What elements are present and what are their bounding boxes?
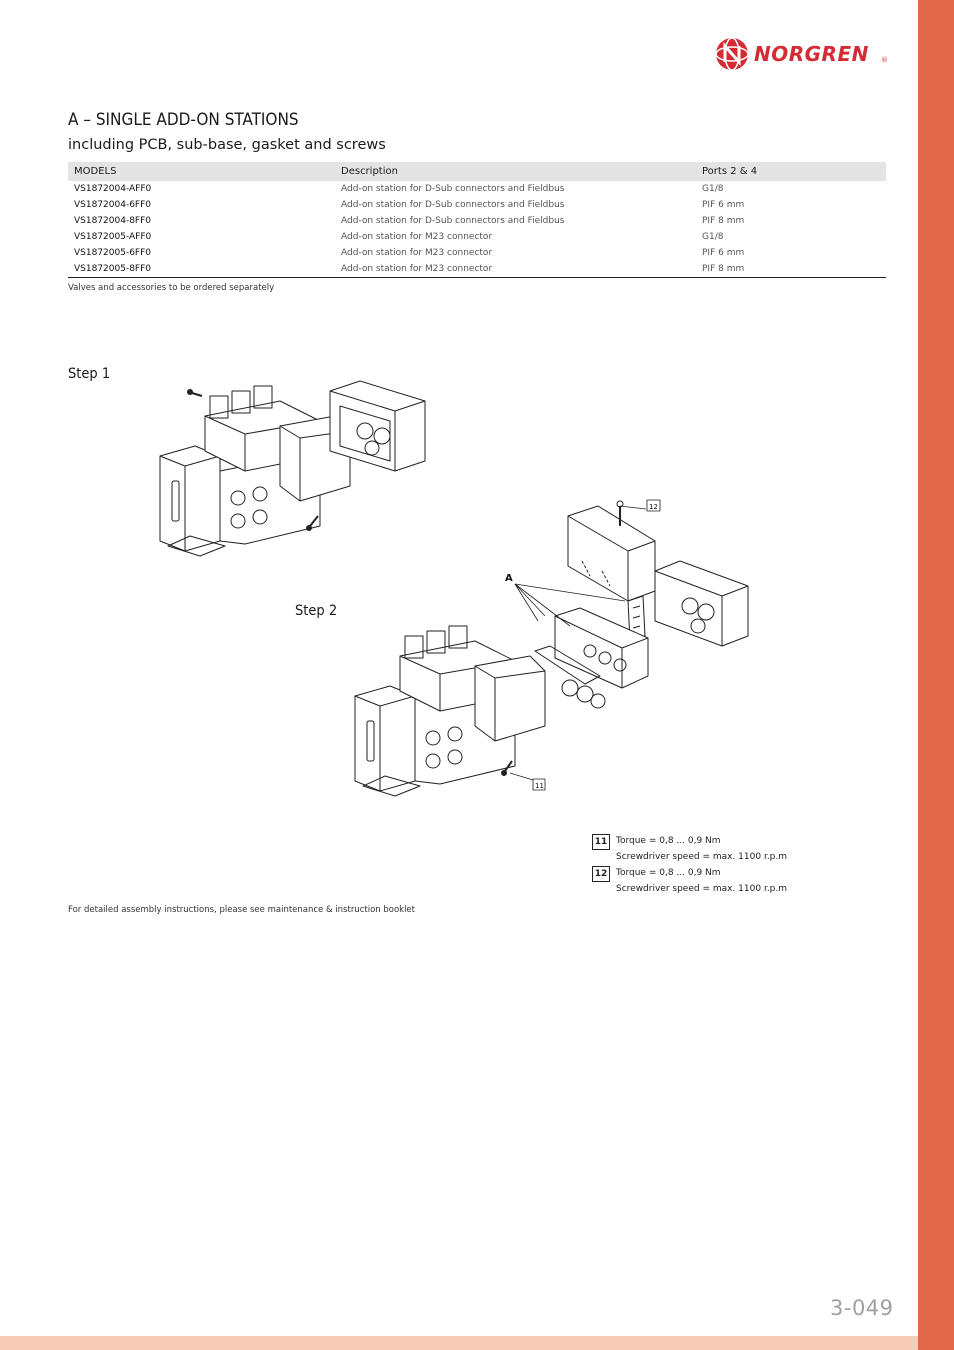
legend-torque: Torque = 0,8 ... 0,9 Nm (616, 836, 721, 846)
registered-mark: ® (881, 56, 888, 64)
diagram-callout-12: 12 (649, 503, 658, 511)
end-plate-step2 (655, 561, 748, 646)
ports-cell: PIF 6 mm (702, 200, 745, 210)
step-2-label: Step 2 (295, 603, 338, 619)
assembly-diagram (150, 376, 760, 806)
legend-box-11: 11 (592, 834, 610, 850)
callout-12 (647, 500, 660, 511)
ports-cell: PIF 6 mm (702, 248, 745, 258)
ports-cell: G1/8 (702, 232, 724, 242)
assembly-instructions-note: For detailed assembly instructions, please see maintenance & instruction booklet (68, 905, 415, 915)
header-ports: Ports 2 & 4 (696, 162, 886, 181)
table-row (68, 245, 886, 261)
description-cell: Add-on station for D-Sub connectors and Fieldbus (341, 184, 565, 194)
model-cell: VS1872005-AFF0 (74, 232, 152, 242)
legend-torque: Torque = 0,8 ... 0,9 Nm (616, 868, 721, 878)
globe-logo-icon (714, 36, 750, 72)
ports-cell: G1/8 (702, 184, 724, 194)
model-cell: VS1872005-8FF0 (68, 261, 335, 278)
diagram-label-a: A (505, 573, 513, 584)
manifold-step1 (160, 386, 350, 556)
page-title: A – SINGLE ADD-ON STATIONS (68, 110, 299, 130)
valve-step2 (568, 501, 655, 601)
page-number: 3-049 (830, 1296, 894, 1320)
manifold-step2 (355, 626, 545, 796)
legend-speed: Screwdriver speed = max. 1100 r.p.m (616, 852, 788, 862)
label-a (505, 573, 513, 584)
description-cell: Add-on station for D-Sub connectors and Fieldbus (341, 200, 565, 210)
model-cell: VS1872004-8FF0 (74, 216, 152, 226)
step-1-label: Step 1 (68, 366, 111, 382)
side-color-bar (918, 0, 954, 1350)
order-note: Valves and accessories to be ordered separately (68, 283, 275, 293)
legend-text (616, 833, 787, 865)
table-row (68, 181, 886, 197)
brand-name: NORGREN (754, 42, 869, 66)
table-row (68, 197, 886, 213)
model-cell: VS1872004-6FF0 (74, 200, 152, 210)
table-row (68, 229, 886, 245)
bottom-color-bar (0, 1336, 918, 1350)
header-description: Description (335, 162, 696, 181)
header-models: MODELS (68, 162, 335, 181)
legend-text (616, 865, 787, 897)
callout-11 (533, 779, 545, 790)
diagram-callout-11: 11 (535, 782, 544, 790)
model-cell: VS1872005-6FF0 (74, 248, 152, 258)
page-subtitle: including PCB, sub-base, gasket and screws (68, 137, 386, 153)
ports-cell: PIF 8 mm (702, 216, 745, 226)
ports-cell: PIF 8 mm (696, 261, 886, 278)
legend-speed: Screwdriver speed = max. 1100 r.p.m (616, 884, 788, 894)
table-row (68, 261, 886, 278)
description-cell: Add-on station for M23 connector (341, 232, 493, 242)
model-cell: VS1872004-AFF0 (74, 184, 152, 194)
table-header-row (68, 162, 886, 181)
description-cell: Add-on station for M23 connector (341, 248, 493, 258)
description-cell: Add-on station for D-Sub connectors and Fieldbus (341, 216, 565, 226)
legend-box-12: 12 (592, 866, 610, 882)
norgren-logo (714, 36, 890, 72)
table-row (68, 213, 886, 229)
models-table (68, 162, 886, 278)
description-cell: Add-on station for M23 connector (335, 261, 696, 278)
